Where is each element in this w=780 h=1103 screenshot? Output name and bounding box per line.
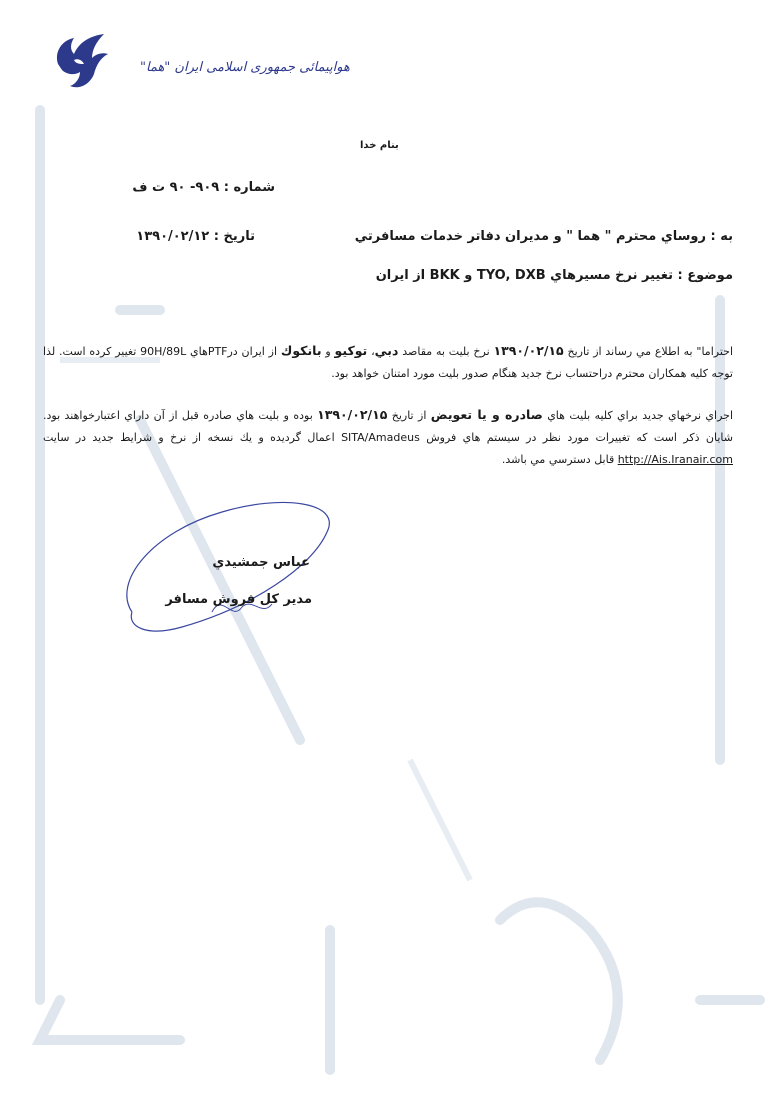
p1-effective-date: ۱۳۹۰/۰۲/۱۵: [493, 343, 564, 358]
website-link[interactable]: http://Ais.Iranair.com: [617, 453, 733, 466]
airline-name: هواپیمائی جمهوری اسلامی ایران "هما": [140, 60, 350, 75]
p1-text-e: از ايران درPTFهاي 90H/89L تغيير كرده است. لذا توجه كليه همكاران محترم دراحتساب نرخ جديد هنگام صدور بليت مورد امتنان خواهد بود.: [43, 345, 733, 380]
p2-effective-date: ۱۳۹۰/۰۲/۱۵: [317, 407, 388, 422]
subject-line: موضوع : تغيير نرخ مسيرهاي TYO, DXB و BKK از ايران: [375, 268, 733, 283]
signature-scribble: [112, 492, 342, 652]
p1-text-b: نرخ بليت به مقاصد: [398, 345, 494, 358]
destination-dubai: دبي: [374, 343, 399, 358]
p2-text-c: بوده و بليت هاي صادره قبل از آن داراي اعتبارخواهند بود. شايان ذكر است كه تغييرات مورد نظر در سيستم هاي فروش SITA/Amadeus اعمال گرديده و يك نسخه از نرخ و شرايط جديد در سايت: [43, 409, 733, 444]
signatory-title: مدير كل فروش مسافر: [165, 592, 312, 607]
paragraph-1: [43, 340, 733, 385]
p2-text-a: اجراي نرخهاي جديد براي كليه بليت هاي: [542, 409, 734, 422]
p1-text-c: ،: [367, 345, 375, 358]
letter-number: شماره : ۹۰۹- ۹۰ ت ف: [132, 180, 275, 195]
airline-logo: [52, 30, 350, 94]
p2-text-d: قابل دسترسي مي باشد.: [501, 453, 618, 466]
salutation: بنام خدا: [360, 140, 399, 151]
p1-text-d: و: [321, 345, 335, 358]
recipient-line: به : روساي محترم " هما " و مديران دفاتر خدمات مسافرتي: [354, 229, 733, 244]
homa-bird-icon: [52, 30, 112, 94]
p2-issued-or-exchanged: صادره و يا تعويض: [430, 407, 543, 422]
letter-date: تاریخ : ۱۳۹۰/۰۲/۱۲: [136, 229, 255, 244]
signatory-name: عباس جمشيدي: [212, 555, 310, 570]
destination-tokyo: توكيو: [334, 343, 368, 358]
destination-bangkok: بانكوك: [280, 343, 322, 358]
p2-text-b: از تاريخ: [387, 409, 431, 422]
paragraph-2: [43, 404, 733, 471]
p1-text-a: احتراما" به اطلاع مي رساند از تاريخ: [563, 345, 733, 358]
